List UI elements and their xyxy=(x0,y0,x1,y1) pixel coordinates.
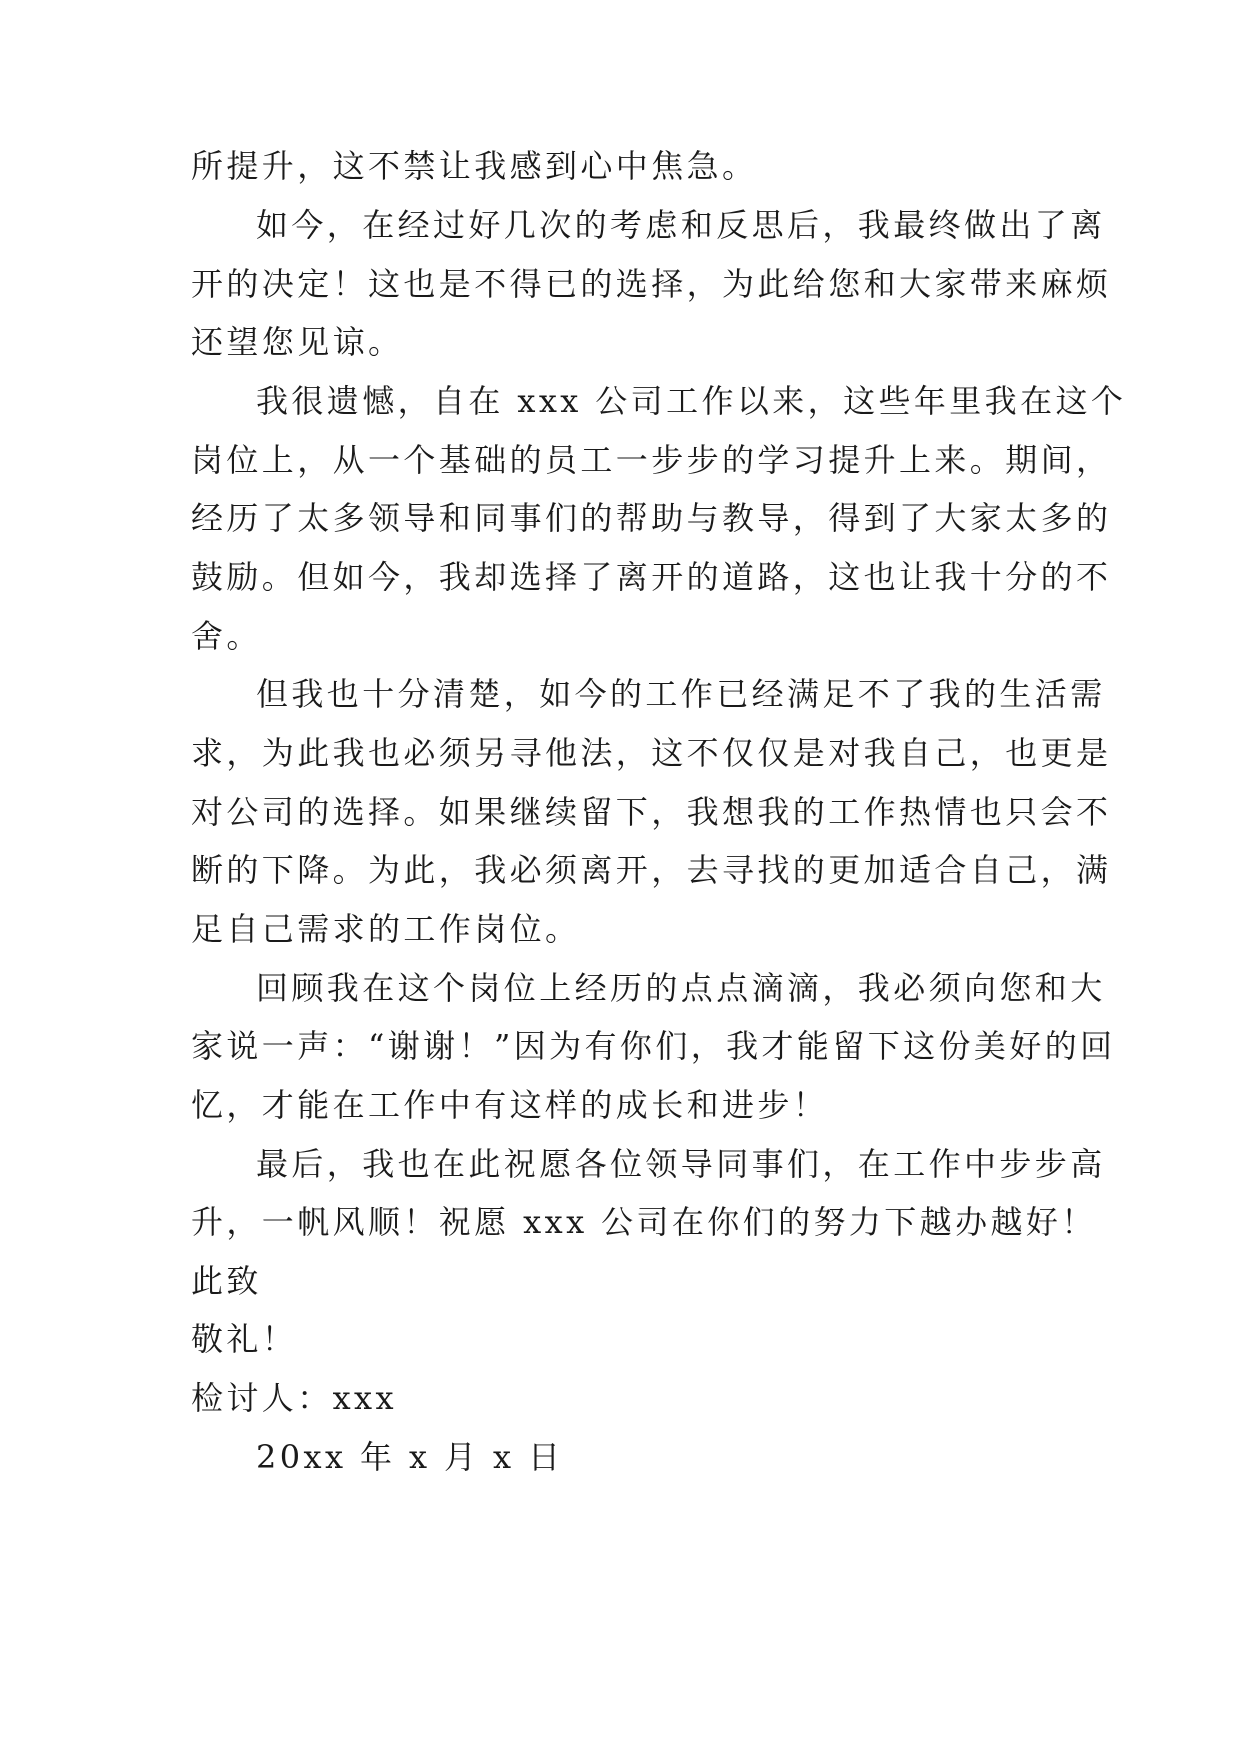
text-line: 升，一帆风顺！祝愿 xxx 公司在你们的努力下越办越好！ xyxy=(191,1203,1097,1241)
text-line: 但我也十分清楚，如今的工作已经满足不了我的生活需 xyxy=(256,675,1106,713)
text-line: 我很遗憾，自在 xxx 公司工作以来，这些年里我在这个 xyxy=(256,382,1127,420)
text-line: 舍。 xyxy=(191,617,262,655)
text-line: 求，为此我也必须另寻他法，这不仅仅是对我自己，也更是 xyxy=(191,734,1112,772)
text-line: 鼓励。但如今，我却选择了离开的道路，这也让我十分的不 xyxy=(191,558,1112,596)
text-line: 开的决定！这也是不得已的选择，为此给您和大家带来麻烦 xyxy=(191,265,1112,303)
text-line: 经历了太多领导和同事们的帮助与教导，得到了大家太多的 xyxy=(191,499,1112,537)
text-line: 家说一声：“谢谢！”因为有你们，我才能留下这份美好的回 xyxy=(191,1027,1116,1065)
date-line: 20xx 年 x 月 x 日 xyxy=(256,1438,564,1476)
text-line: 如今，在经过好几次的考虑和反思后，我最终做出了离 xyxy=(256,206,1106,244)
text-line: 最后，我也在此祝愿各位领导同事们，在工作中步步高 xyxy=(256,1145,1106,1183)
text-line: 所提升，这不禁让我感到心中焦急。 xyxy=(191,147,758,185)
text-line: 回顾我在这个岗位上经历的点点滴滴，我必须向您和大 xyxy=(256,969,1106,1007)
text-line: 足自己需求的工作岗位。 xyxy=(191,910,581,948)
text-line: 断的下降。为此，我必须离开，去寻找的更加适合自己，满 xyxy=(191,851,1112,889)
signature-line: 检讨人：xxx xyxy=(191,1379,397,1417)
salutation-line: 敬礼！ xyxy=(191,1320,298,1358)
closing-line: 此致 xyxy=(191,1262,262,1300)
text-line: 还望您见谅。 xyxy=(191,323,404,361)
text-line: 忆，才能在工作中有这样的成长和进步！ xyxy=(191,1086,829,1124)
text-line: 岗位上，从一个基础的员工一步步的学习提升上来。期间， xyxy=(191,441,1112,479)
text-line: 对公司的选择。如果继续留下，我想我的工作热情也只会不 xyxy=(191,793,1112,831)
